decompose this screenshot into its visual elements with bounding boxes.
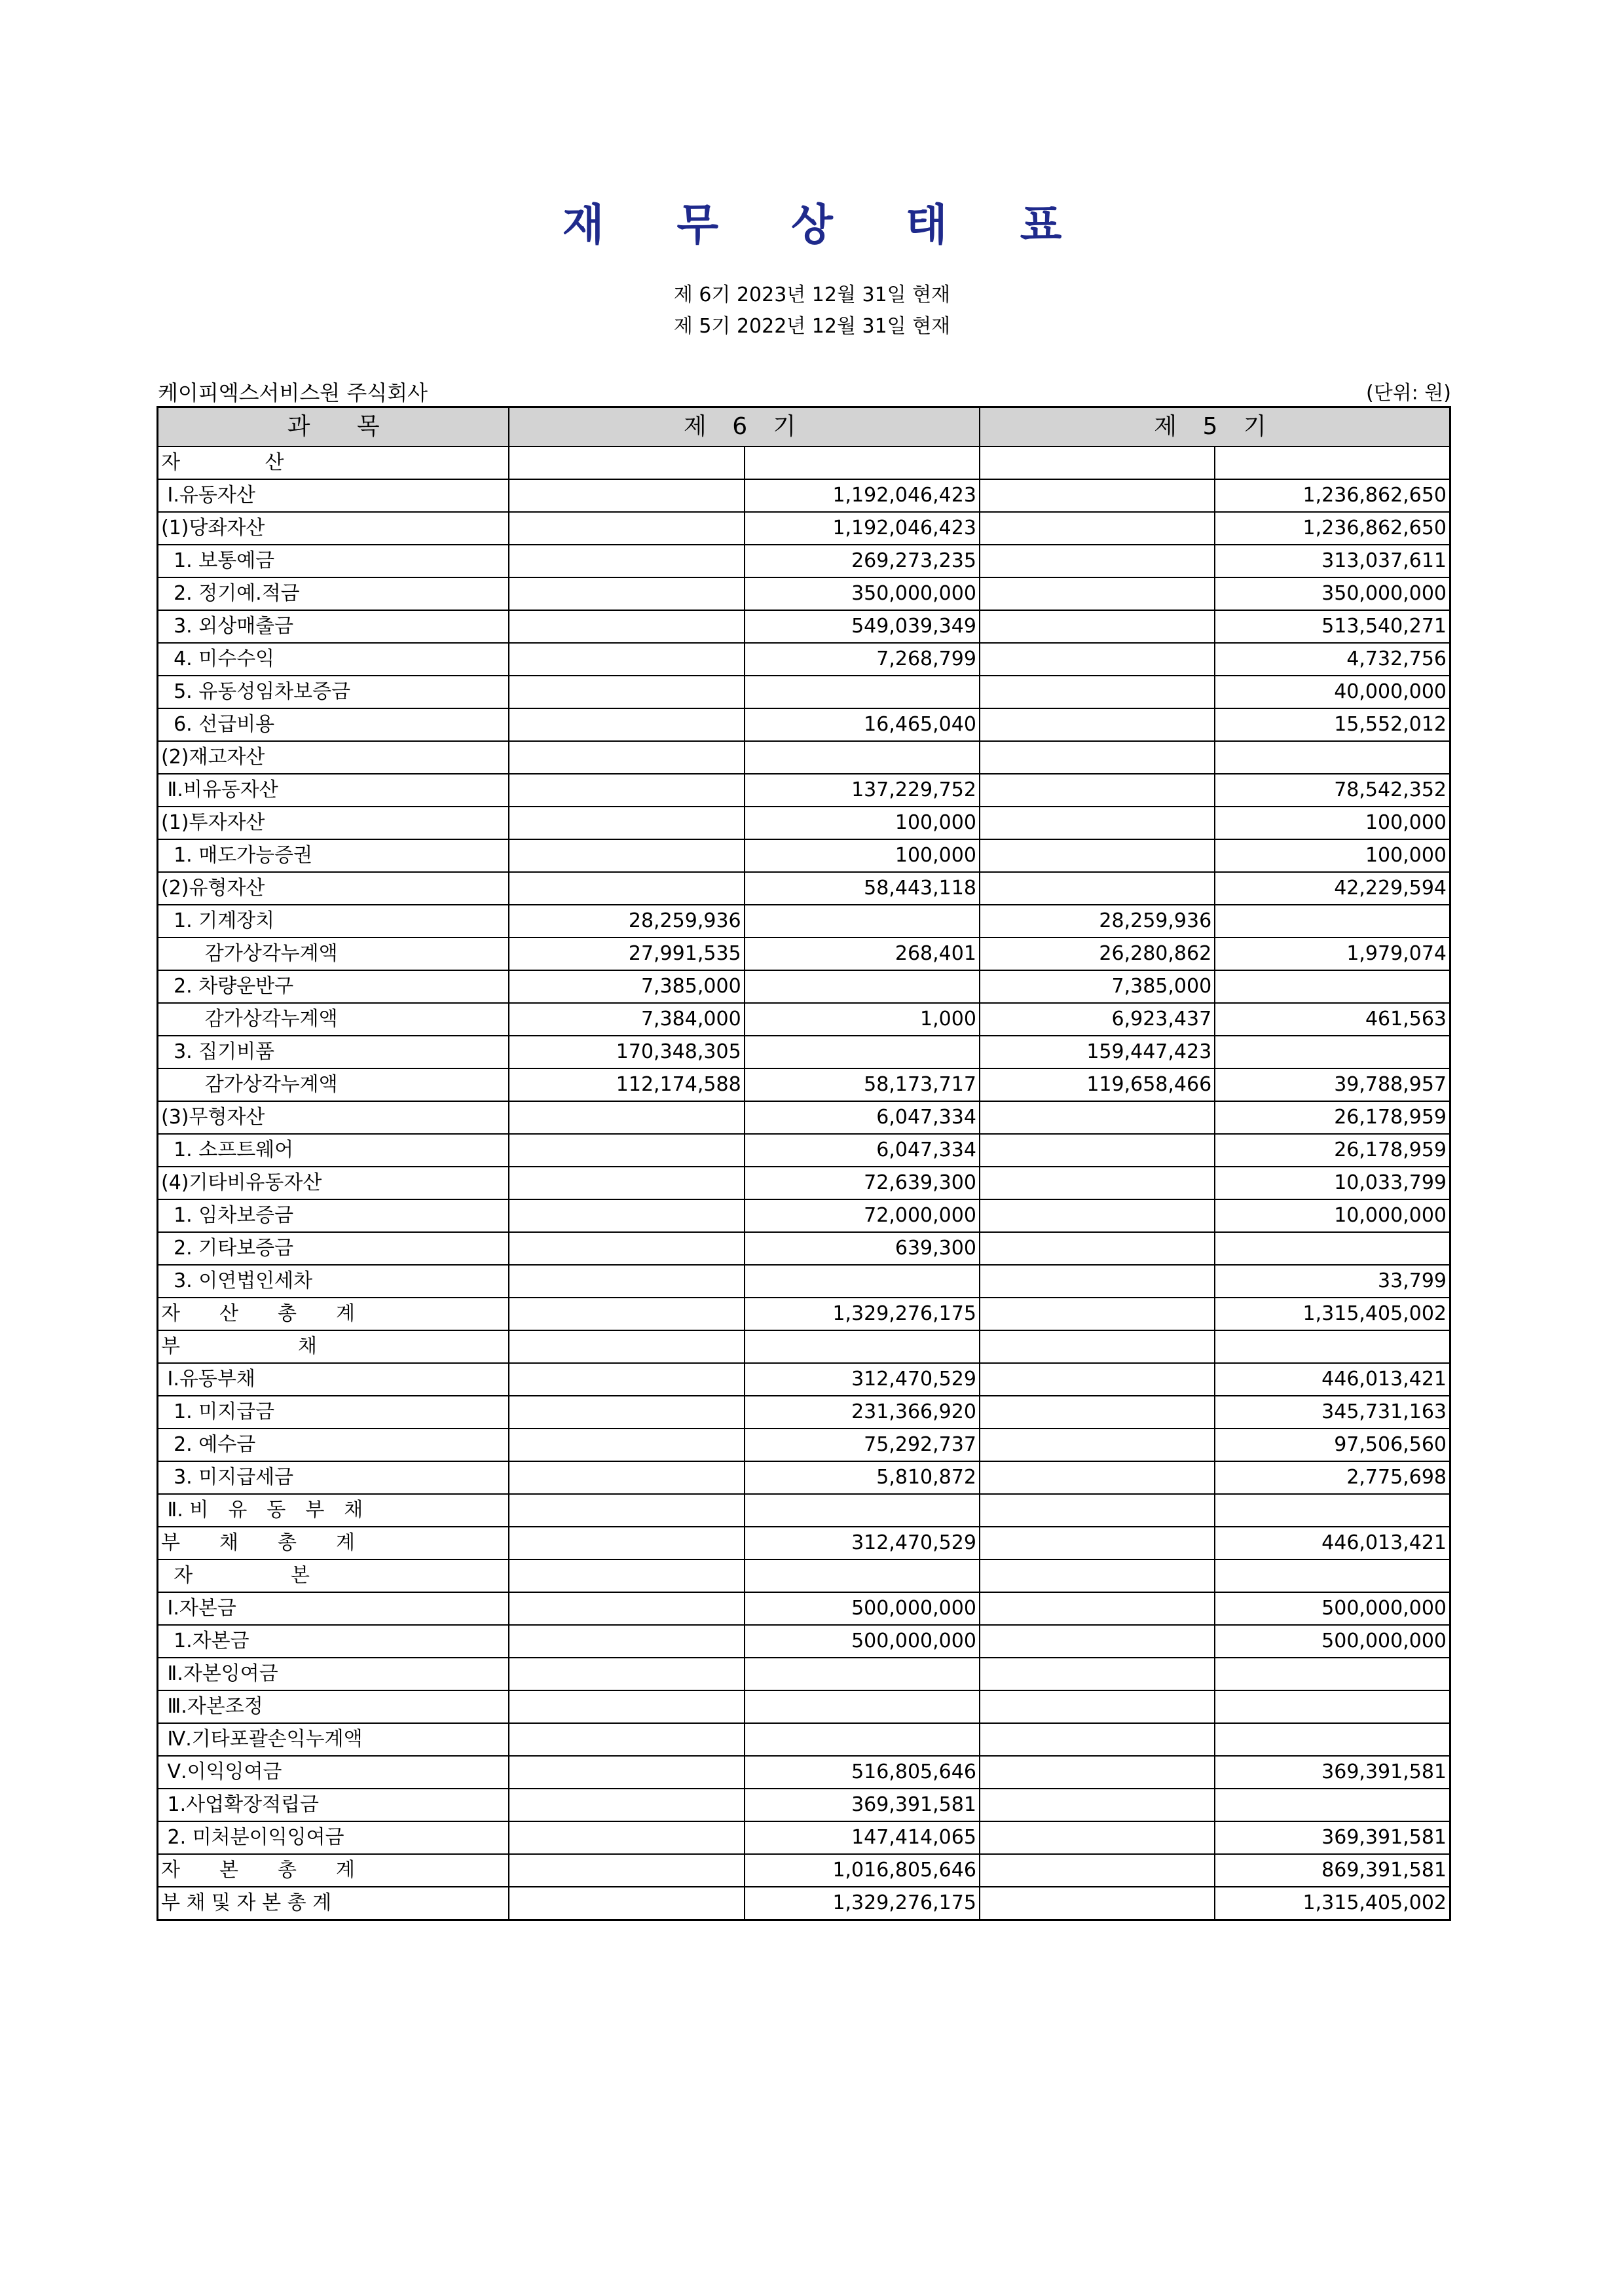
amount-cell: 58,173,717 bbox=[745, 1068, 980, 1101]
amount-cell: 4,732,756 bbox=[1215, 643, 1450, 676]
account-cell: 2. 정기예.적금 bbox=[158, 577, 509, 610]
amount-cell: 231,366,920 bbox=[745, 1396, 980, 1429]
balance-sheet-table bbox=[157, 406, 1451, 1921]
amount-cell: 26,280,862 bbox=[980, 938, 1215, 970]
amount-cell: 28,259,936 bbox=[980, 905, 1215, 938]
amount-cell: 6,923,437 bbox=[980, 1003, 1215, 1036]
amount-cell: 1,315,405,002 bbox=[1215, 1887, 1450, 1920]
table-row bbox=[158, 1068, 1450, 1101]
amount-cell bbox=[1215, 1658, 1450, 1690]
header-period-6: 제 6 기 bbox=[509, 407, 980, 447]
account-cell: 부 채 총 계 bbox=[158, 1527, 509, 1559]
amount-cell bbox=[980, 1298, 1215, 1330]
amount-cell: 1,236,862,650 bbox=[1215, 479, 1450, 512]
account-cell: Ⅱ.비유동자산 bbox=[158, 774, 509, 807]
amount-cell bbox=[745, 1559, 980, 1592]
amount-cell bbox=[509, 676, 744, 708]
amount-cell bbox=[745, 1494, 980, 1527]
table-body bbox=[158, 446, 1450, 1920]
amount-cell bbox=[509, 545, 744, 577]
amount-cell bbox=[509, 1887, 744, 1920]
amount-cell bbox=[980, 1232, 1215, 1265]
amount-cell bbox=[745, 1690, 980, 1723]
amount-cell: 869,391,581 bbox=[1215, 1854, 1450, 1887]
account-cell: Ⅳ.기타포괄손익누계액 bbox=[158, 1723, 509, 1756]
amount-cell bbox=[980, 643, 1215, 676]
amount-cell bbox=[980, 610, 1215, 643]
account-cell: 3. 외상매출금 bbox=[158, 610, 509, 643]
table-header-row bbox=[158, 407, 1450, 447]
account-cell: 3. 이연법인세차 bbox=[158, 1265, 509, 1298]
amount-cell: 7,384,000 bbox=[509, 1003, 744, 1036]
account-cell: 자 본 총 계 bbox=[158, 1854, 509, 1887]
amount-cell bbox=[980, 1789, 1215, 1821]
table-row bbox=[158, 1003, 1450, 1036]
amount-cell bbox=[980, 708, 1215, 741]
account-cell: Ⅰ.유동자산 bbox=[158, 479, 509, 512]
amount-cell bbox=[1215, 905, 1450, 938]
header-account: 과 목 bbox=[158, 407, 509, 447]
table-row bbox=[158, 1330, 1450, 1363]
amount-cell: 100,000 bbox=[745, 807, 980, 839]
amount-cell: 97,506,560 bbox=[1215, 1429, 1450, 1461]
amount-cell bbox=[745, 1723, 980, 1756]
table-row bbox=[158, 446, 1450, 479]
table-row bbox=[158, 1559, 1450, 1592]
amount-cell: 500,000,000 bbox=[1215, 1625, 1450, 1658]
amount-cell: 100,000 bbox=[1215, 839, 1450, 872]
amount-cell bbox=[980, 1592, 1215, 1625]
amount-cell bbox=[1215, 1789, 1450, 1821]
amount-cell: 350,000,000 bbox=[745, 577, 980, 610]
amount-cell bbox=[745, 905, 980, 938]
amount-cell: 461,563 bbox=[1215, 1003, 1450, 1036]
amount-cell: 1,329,276,175 bbox=[745, 1887, 980, 1920]
amount-cell: 78,542,352 bbox=[1215, 774, 1450, 807]
account-cell: 1. 미지급금 bbox=[158, 1396, 509, 1429]
amount-cell bbox=[509, 1690, 744, 1723]
amount-cell bbox=[509, 872, 744, 905]
amount-cell bbox=[980, 1429, 1215, 1461]
table-row bbox=[158, 839, 1450, 872]
company-name: 케이피엑스서비스원 주식회사 bbox=[158, 380, 428, 405]
account-cell: 2. 기타보증금 bbox=[158, 1232, 509, 1265]
amount-cell bbox=[980, 676, 1215, 708]
amount-cell bbox=[980, 1167, 1215, 1199]
amount-cell: 269,273,235 bbox=[745, 545, 980, 577]
amount-cell: 2,775,698 bbox=[1215, 1461, 1450, 1494]
table-row bbox=[158, 1167, 1450, 1199]
account-cell: 부 채 및 자 본 총 계 bbox=[158, 1887, 509, 1920]
amount-cell bbox=[509, 1789, 744, 1821]
table-row bbox=[158, 512, 1450, 545]
amount-cell bbox=[1215, 1494, 1450, 1527]
amount-cell bbox=[1215, 1232, 1450, 1265]
amount-cell: 16,465,040 bbox=[745, 708, 980, 741]
amount-cell: 639,300 bbox=[745, 1232, 980, 1265]
amount-cell bbox=[980, 839, 1215, 872]
amount-cell: 1,979,074 bbox=[1215, 938, 1450, 970]
table-row bbox=[158, 1101, 1450, 1134]
amount-cell bbox=[980, 1756, 1215, 1789]
amount-cell: 170,348,305 bbox=[509, 1036, 744, 1068]
amount-cell bbox=[980, 479, 1215, 512]
amount-cell bbox=[745, 1036, 980, 1068]
amount-cell bbox=[509, 1298, 744, 1330]
amount-cell: 1,315,405,002 bbox=[1215, 1298, 1450, 1330]
amount-cell: 72,000,000 bbox=[745, 1199, 980, 1232]
amount-cell bbox=[980, 774, 1215, 807]
account-cell: Ⅴ.이익잉여금 bbox=[158, 1756, 509, 1789]
amount-cell: 312,470,529 bbox=[745, 1527, 980, 1559]
account-cell: 3. 미지급세금 bbox=[158, 1461, 509, 1494]
table-row bbox=[158, 905, 1450, 938]
amount-cell bbox=[980, 1396, 1215, 1429]
amount-cell: 516,805,646 bbox=[745, 1756, 980, 1789]
table-row bbox=[158, 807, 1450, 839]
account-cell: 4. 미수수익 bbox=[158, 643, 509, 676]
amount-cell: 6,047,334 bbox=[745, 1101, 980, 1134]
account-cell: (1)투자자산 bbox=[158, 807, 509, 839]
amount-cell: 1,236,862,650 bbox=[1215, 512, 1450, 545]
amount-cell: 5,810,872 bbox=[745, 1461, 980, 1494]
table-row bbox=[158, 1723, 1450, 1756]
account-cell: 2. 미처분이익잉여금 bbox=[158, 1821, 509, 1854]
account-cell: (1)당좌자산 bbox=[158, 512, 509, 545]
amount-cell bbox=[980, 1690, 1215, 1723]
table-row bbox=[158, 676, 1450, 708]
table-row bbox=[158, 1429, 1450, 1461]
amount-cell bbox=[980, 577, 1215, 610]
amount-cell bbox=[980, 807, 1215, 839]
amount-cell bbox=[509, 1167, 744, 1199]
amount-cell: 6,047,334 bbox=[745, 1134, 980, 1167]
account-cell: Ⅱ.자본잉여금 bbox=[158, 1658, 509, 1690]
table-row bbox=[158, 1494, 1450, 1527]
account-cell: (2)재고자산 bbox=[158, 741, 509, 774]
amount-cell bbox=[980, 1363, 1215, 1396]
amount-cell bbox=[1215, 446, 1450, 479]
amount-cell: 75,292,737 bbox=[745, 1429, 980, 1461]
account-cell: 자 본 bbox=[158, 1559, 509, 1592]
account-cell: 자 산 bbox=[158, 446, 509, 479]
amount-cell bbox=[509, 1756, 744, 1789]
account-cell: 1.자본금 bbox=[158, 1625, 509, 1658]
amount-cell bbox=[509, 1527, 744, 1559]
table-row bbox=[158, 1592, 1450, 1625]
amount-cell bbox=[509, 1559, 744, 1592]
account-cell: 3. 집기비품 bbox=[158, 1036, 509, 1068]
amount-cell bbox=[1215, 1723, 1450, 1756]
amount-cell: 7,385,000 bbox=[980, 970, 1215, 1003]
amount-cell bbox=[745, 1658, 980, 1690]
account-cell: 2. 예수금 bbox=[158, 1429, 509, 1461]
table-row bbox=[158, 1527, 1450, 1559]
account-cell: Ⅰ.유동부채 bbox=[158, 1363, 509, 1396]
table-row bbox=[158, 1854, 1450, 1887]
amount-cell: 369,391,581 bbox=[1215, 1756, 1450, 1789]
amount-cell bbox=[509, 741, 744, 774]
unit-label: (단위: 원) bbox=[1366, 382, 1451, 405]
amount-cell: 1,329,276,175 bbox=[745, 1298, 980, 1330]
account-cell: 6. 선급비용 bbox=[158, 708, 509, 741]
amount-cell: 369,391,581 bbox=[1215, 1821, 1450, 1854]
account-cell: 부 채 bbox=[158, 1330, 509, 1363]
amount-cell: 159,447,423 bbox=[980, 1036, 1215, 1068]
table-row bbox=[158, 1887, 1450, 1920]
table-row bbox=[158, 545, 1450, 577]
amount-cell: 1,016,805,646 bbox=[745, 1854, 980, 1887]
amount-cell: 119,658,466 bbox=[980, 1068, 1215, 1101]
amount-cell bbox=[509, 512, 744, 545]
amount-cell: 446,013,421 bbox=[1215, 1363, 1450, 1396]
period-prior: 제 5기 2022년 12월 31일 현재 bbox=[673, 315, 951, 338]
amount-cell: 26,178,959 bbox=[1215, 1134, 1450, 1167]
table-row bbox=[158, 1396, 1450, 1429]
amount-cell: 39,788,957 bbox=[1215, 1068, 1450, 1101]
amount-cell bbox=[980, 446, 1215, 479]
table-row bbox=[158, 1298, 1450, 1330]
amount-cell bbox=[509, 1101, 744, 1134]
table-row bbox=[158, 577, 1450, 610]
table-row bbox=[158, 643, 1450, 676]
amount-cell bbox=[980, 1658, 1215, 1690]
table-row bbox=[158, 1363, 1450, 1396]
amount-cell bbox=[980, 512, 1215, 545]
amount-cell bbox=[509, 1854, 744, 1887]
amount-cell bbox=[745, 1265, 980, 1298]
amount-cell bbox=[745, 741, 980, 774]
amount-cell: 33,799 bbox=[1215, 1265, 1450, 1298]
amount-cell: 268,401 bbox=[745, 938, 980, 970]
amount-cell: 58,443,118 bbox=[745, 872, 980, 905]
account-cell: 자 산 총 계 bbox=[158, 1298, 509, 1330]
amount-cell: 1,192,046,423 bbox=[745, 479, 980, 512]
amount-cell: 42,229,594 bbox=[1215, 872, 1450, 905]
account-cell: 1. 매도가능증권 bbox=[158, 839, 509, 872]
amount-cell: 137,229,752 bbox=[745, 774, 980, 807]
amount-cell: 500,000,000 bbox=[745, 1592, 980, 1625]
table-row bbox=[158, 774, 1450, 807]
amount-cell bbox=[980, 1527, 1215, 1559]
amount-cell: 72,639,300 bbox=[745, 1167, 980, 1199]
amount-cell bbox=[980, 1821, 1215, 1854]
document-title: 재 무 상 태 표 bbox=[562, 200, 1091, 250]
amount-cell bbox=[509, 1363, 744, 1396]
account-cell: 감가상각누계액 bbox=[158, 1068, 509, 1101]
amount-cell bbox=[980, 872, 1215, 905]
amount-cell bbox=[509, 1134, 744, 1167]
amount-cell bbox=[509, 839, 744, 872]
amount-cell: 500,000,000 bbox=[745, 1625, 980, 1658]
table-row bbox=[158, 1821, 1450, 1854]
amount-cell: 1,192,046,423 bbox=[745, 512, 980, 545]
table-row bbox=[158, 1658, 1450, 1690]
amount-cell bbox=[1215, 741, 1450, 774]
amount-cell bbox=[509, 807, 744, 839]
amount-cell bbox=[1215, 1559, 1450, 1592]
amount-cell bbox=[980, 1887, 1215, 1920]
amount-cell bbox=[509, 1429, 744, 1461]
amount-cell bbox=[509, 577, 744, 610]
amount-cell: 40,000,000 bbox=[1215, 676, 1450, 708]
amount-cell: 100,000 bbox=[1215, 807, 1450, 839]
table-row bbox=[158, 479, 1450, 512]
account-cell: 감가상각누계액 bbox=[158, 938, 509, 970]
amount-cell bbox=[980, 1723, 1215, 1756]
amount-cell: 446,013,421 bbox=[1215, 1527, 1450, 1559]
table-row bbox=[158, 1199, 1450, 1232]
table-row bbox=[158, 1789, 1450, 1821]
period-current: 제 6기 2023년 12월 31일 현재 bbox=[673, 283, 951, 306]
amount-cell bbox=[745, 676, 980, 708]
account-cell: Ⅰ.자본금 bbox=[158, 1592, 509, 1625]
amount-cell: 147,414,065 bbox=[745, 1821, 980, 1854]
amount-cell: 28,259,936 bbox=[509, 905, 744, 938]
amount-cell: 15,552,012 bbox=[1215, 708, 1450, 741]
amount-cell: 112,174,588 bbox=[509, 1068, 744, 1101]
amount-cell bbox=[509, 1199, 744, 1232]
amount-cell bbox=[509, 1265, 744, 1298]
amount-cell bbox=[980, 1494, 1215, 1527]
amount-cell bbox=[509, 774, 744, 807]
amount-cell bbox=[1215, 1036, 1450, 1068]
amount-cell: 500,000,000 bbox=[1215, 1592, 1450, 1625]
account-cell: Ⅲ.자본조정 bbox=[158, 1690, 509, 1723]
table-row bbox=[158, 610, 1450, 643]
amount-cell: 549,039,349 bbox=[745, 610, 980, 643]
amount-cell bbox=[509, 479, 744, 512]
table-row bbox=[158, 1756, 1450, 1789]
account-cell: 1. 기계장치 bbox=[158, 905, 509, 938]
account-cell: (4)기타비유동자산 bbox=[158, 1167, 509, 1199]
amount-cell bbox=[509, 446, 744, 479]
table-row bbox=[158, 741, 1450, 774]
amount-cell bbox=[980, 1134, 1215, 1167]
amount-cell bbox=[509, 1592, 744, 1625]
amount-cell bbox=[745, 446, 980, 479]
amount-cell bbox=[509, 1232, 744, 1265]
amount-cell bbox=[980, 1199, 1215, 1232]
amount-cell: 100,000 bbox=[745, 839, 980, 872]
amount-cell: 313,037,611 bbox=[1215, 545, 1450, 577]
amount-cell bbox=[980, 1330, 1215, 1363]
amount-cell bbox=[980, 741, 1215, 774]
amount-cell: 345,731,163 bbox=[1215, 1396, 1450, 1429]
amount-cell bbox=[509, 1461, 744, 1494]
amount-cell: 27,991,535 bbox=[509, 938, 744, 970]
amount-cell bbox=[980, 1625, 1215, 1658]
amount-cell bbox=[509, 1821, 744, 1854]
table-row bbox=[158, 1461, 1450, 1494]
amount-cell bbox=[509, 1494, 744, 1527]
amount-cell bbox=[509, 643, 744, 676]
account-cell: 2. 차량운반구 bbox=[158, 970, 509, 1003]
account-cell: 5. 유동성임차보증금 bbox=[158, 676, 509, 708]
amount-cell: 7,385,000 bbox=[509, 970, 744, 1003]
amount-cell: 26,178,959 bbox=[1215, 1101, 1450, 1134]
account-cell: 1.사업확장적립금 bbox=[158, 1789, 509, 1821]
account-cell: Ⅱ. 비 유 동 부 채 bbox=[158, 1494, 509, 1527]
amount-cell bbox=[509, 1723, 744, 1756]
table-row bbox=[158, 872, 1450, 905]
amount-cell: 350,000,000 bbox=[1215, 577, 1450, 610]
header-period-5: 제 5 기 bbox=[980, 407, 1450, 447]
amount-cell bbox=[1215, 1690, 1450, 1723]
account-cell: 감가상각누계액 bbox=[158, 1003, 509, 1036]
table-row bbox=[158, 1036, 1450, 1068]
table-row bbox=[158, 1232, 1450, 1265]
table-row bbox=[158, 938, 1450, 970]
amount-cell bbox=[980, 1461, 1215, 1494]
account-cell: 1. 소프트웨어 bbox=[158, 1134, 509, 1167]
amount-cell bbox=[745, 970, 980, 1003]
table-row bbox=[158, 1690, 1450, 1723]
table-row bbox=[158, 1625, 1450, 1658]
table-row bbox=[158, 970, 1450, 1003]
amount-cell bbox=[1215, 1330, 1450, 1363]
account-cell: (3)무형자산 bbox=[158, 1101, 509, 1134]
amount-cell: 10,000,000 bbox=[1215, 1199, 1450, 1232]
amount-cell bbox=[1215, 970, 1450, 1003]
amount-cell bbox=[980, 1559, 1215, 1592]
account-cell: 1. 임차보증금 bbox=[158, 1199, 509, 1232]
account-cell: 1. 보통예금 bbox=[158, 545, 509, 577]
amount-cell bbox=[980, 545, 1215, 577]
amount-cell: 1,000 bbox=[745, 1003, 980, 1036]
amount-cell bbox=[509, 1658, 744, 1690]
amount-cell bbox=[980, 1265, 1215, 1298]
amount-cell bbox=[509, 610, 744, 643]
amount-cell bbox=[509, 1625, 744, 1658]
table-row bbox=[158, 708, 1450, 741]
table-row bbox=[158, 1134, 1450, 1167]
account-cell: (2)유형자산 bbox=[158, 872, 509, 905]
table-row bbox=[158, 1265, 1450, 1298]
amount-cell: 312,470,529 bbox=[745, 1363, 980, 1396]
amount-cell bbox=[745, 1330, 980, 1363]
amount-cell bbox=[509, 1396, 744, 1429]
amount-cell: 7,268,799 bbox=[745, 643, 980, 676]
amount-cell bbox=[509, 1330, 744, 1363]
amount-cell bbox=[509, 708, 744, 741]
amount-cell bbox=[980, 1854, 1215, 1887]
amount-cell: 10,033,799 bbox=[1215, 1167, 1450, 1199]
amount-cell: 369,391,581 bbox=[745, 1789, 980, 1821]
amount-cell bbox=[980, 1101, 1215, 1134]
amount-cell: 513,540,271 bbox=[1215, 610, 1450, 643]
